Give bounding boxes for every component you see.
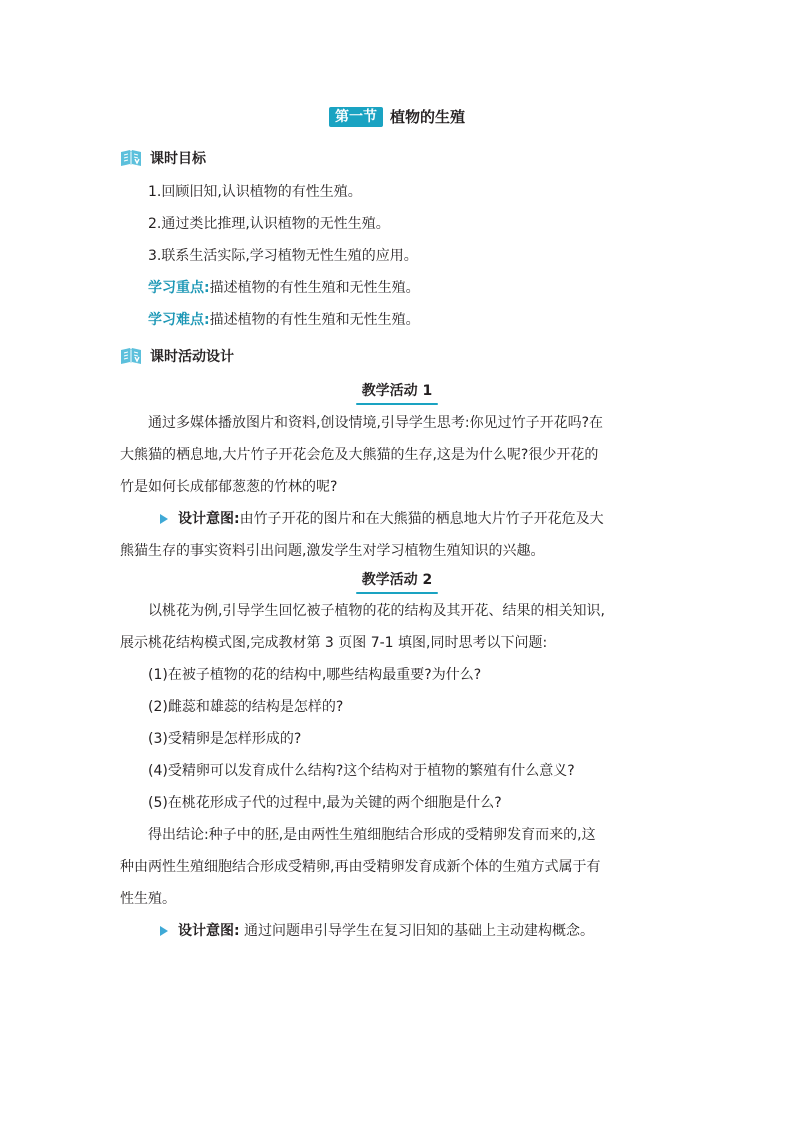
- paragraph-line: 展示桃花结构模式图,完成教材第 3 页图 7-1 填图,同时思考以下问题:: [120, 635, 548, 651]
- difficulty-label: 学习难点:: [148, 312, 210, 328]
- book-icon: [120, 148, 142, 168]
- goal-item: 1.回顾旧知,认识植物的有性生殖。: [148, 184, 362, 200]
- design-heading-text: 课时活动设计: [150, 349, 234, 365]
- difficulty-text: 描述植物的有性生殖和无性生殖。: [209, 312, 420, 328]
- key-point-text: 描述植物的有性生殖和无性生殖。: [209, 280, 420, 296]
- key-point: [148, 278, 420, 298]
- activity-underline: [356, 592, 439, 594]
- paragraph-line: 以桃花为例,引导学生回忆被子植物的花的结构及其开花、结果的相关知识,: [148, 603, 605, 619]
- activity-2-title: [0, 570, 794, 593]
- activity-1-title: [0, 381, 794, 404]
- activity-underline: [356, 403, 439, 405]
- paragraph-line: 熊猫生存的事实资料引出问题,激发学生对学习植物生殖知识的兴趣。: [120, 543, 545, 559]
- design-intent-2: [160, 921, 594, 941]
- section-title-row: [0, 105, 794, 128]
- question-item: (1)在被子植物的花的结构中,哪些结构最重要?为什么?: [148, 667, 482, 683]
- difficulty-point: [148, 310, 420, 330]
- intent-label: 设计意图:: [178, 511, 240, 527]
- intent-text: 由竹子开花的图片和在大熊猫的栖息地大片竹子开花危及大: [239, 511, 604, 527]
- paragraph-line: 通过多媒体播放图片和资料,创设情境,引导学生思考:你见过竹子开花吗?在: [148, 415, 604, 431]
- question-item: (4)受精卵可以发育成什么结构?这个结构对于植物的繁殖有什么意义?: [148, 763, 575, 779]
- triangle-bullet-icon: [160, 926, 168, 936]
- design-intent-1: [160, 509, 604, 529]
- triangle-bullet-icon: [160, 514, 168, 524]
- section-badge: 第一节: [329, 107, 383, 127]
- paragraph-line: 得出结论:种子中的胚,是由两性生殖细胞结合形成的受精卵发育而来的,这: [148, 827, 596, 843]
- intent-text: 通过问题串引导学生在复习旧知的基础上主动建构概念。: [239, 923, 595, 939]
- paragraph-line: 性生殖。: [120, 891, 176, 907]
- intent-label: 设计意图:: [178, 923, 240, 939]
- activity-1-title-text: 教学活动 1: [361, 383, 433, 399]
- goal-item: 2.通过类比推理,认识植物的无性生殖。: [148, 216, 390, 232]
- question-item: (3)受精卵是怎样形成的?: [148, 731, 302, 747]
- section-title: 植物的生殖: [389, 107, 465, 126]
- question-item: (5)在桃花形成子代的过程中,最为关键的两个细胞是什么?: [148, 795, 502, 811]
- goals-heading-text: 课时目标: [150, 151, 206, 167]
- book-icon: [120, 346, 142, 366]
- goal-item: 3.联系生活实际,学习植物无性生殖的应用。: [148, 248, 418, 264]
- paragraph-line: 竹是如何长成郁郁葱葱的竹林的呢?: [120, 479, 338, 495]
- key-point-label: 学习重点:: [148, 280, 210, 296]
- activity-2-title-text: 教学活动 2: [361, 572, 433, 588]
- paragraph-line: 大熊猫的栖息地,大片竹子开花会危及大熊猫的生存,这是为什么呢?很少开花的: [120, 447, 599, 463]
- question-item: (2)雌蕊和雄蕊的结构是怎样的?: [148, 699, 344, 715]
- paragraph-line: 种由两性生殖细胞结合形成受精卵,再由受精卵发育成新个体的生殖方式属于有: [120, 859, 601, 875]
